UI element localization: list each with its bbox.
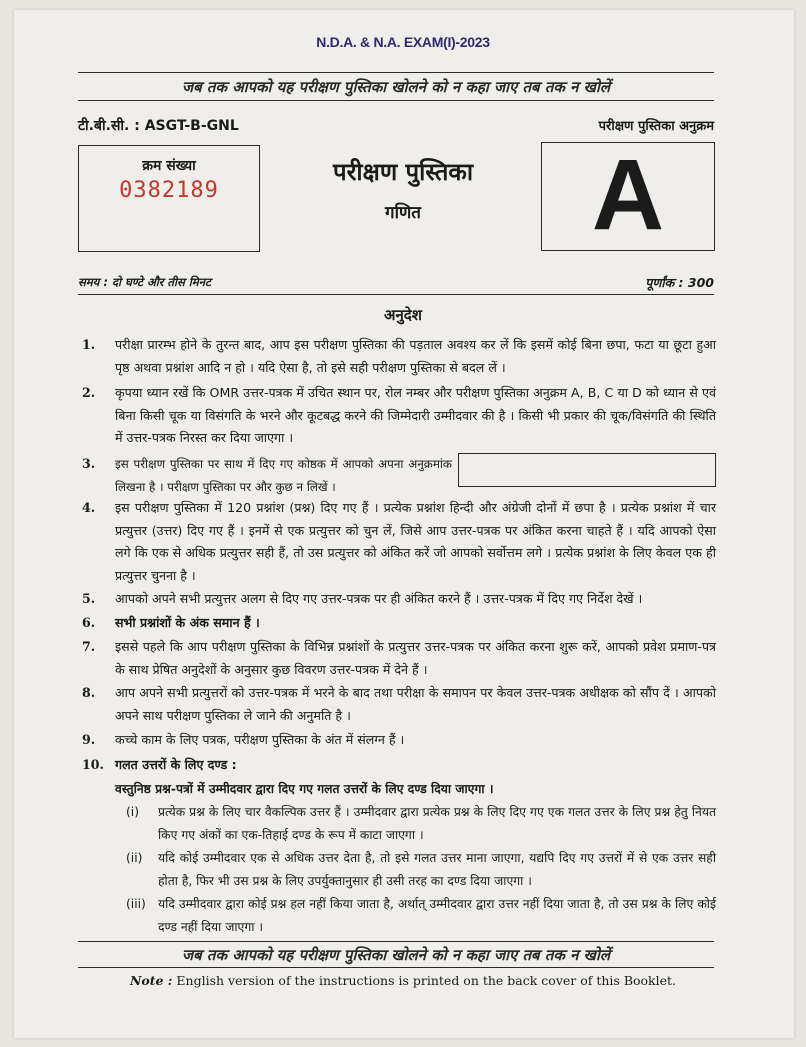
series-letter: A	[591, 139, 665, 251]
instruction-item	[82, 754, 716, 777]
instruction-text: इससे पहले कि आप परीक्षण पुस्तिका के विभिन्न प्रश्नांशों के प्रत्युत्तर उत्तर-पत्रक पर अंकित करना शुरू करें, आपको प्रवेश प्रमाण-पत्र के साथ प्रेषित अनुदेशों के अनुसार कुछ विवरण उत्तर-पत्रक में देने हैं ।	[115, 639, 716, 677]
instruction-number: 9.	[82, 732, 96, 747]
bottom-rule-top	[78, 941, 714, 942]
instruction-text: परीक्षा प्रारम्भ होने के तुरन्त बाद, आप इस परीक्षण पुस्तिका की पड़ताल अवश्य कर लें कि इसमें कोई बिना छपा, फटा या छूटा हुआ पृष्ठ अथवा प्रश्नांश आदि न हो । यदि ऐसा है, तो इसे सही परीक्षण पुस्तिका से बदल लें ।	[115, 337, 716, 375]
warning-bottom: जब तक आपको यह परीक्षण पुस्तिका खोलने को न कहा जाए तब तक न खोलें	[181, 946, 611, 964]
penalty-number: (ii)	[126, 851, 143, 865]
instruction-item	[82, 334, 716, 379]
penalty-number: (i)	[126, 805, 140, 819]
instruction-text: सभी प्रश्नांशों के अंक समान हैं ।	[115, 615, 260, 630]
penalty-number: (iii)	[126, 897, 146, 911]
max-marks: पूर्णांक : 300	[645, 275, 714, 290]
instruction-text: गलत उत्तरों के लिए दण्ड :	[115, 757, 237, 772]
penalty-text: यदि उम्मीदवार द्वारा कोई प्रश्न हल नहीं किया जाता है, अर्थात् उम्मीदवार द्वारा उत्तर नहीं दिया जाता है, तो उस प्रश्न के लिए कोई दण्ड नहीं दिया जाएगा ।	[158, 897, 716, 934]
instruction-text: इस परीक्षण पुस्तिका पर साथ में दिए गए कोष्ठक में आपको अपना अनुक्रमांक लिखना है । परीक्षण पुस्तिका पर और कुछ न लिखें ।	[115, 457, 452, 494]
instruction-item	[82, 588, 716, 611]
instruction-text: आप अपने सभी प्रत्युत्तरों को उत्तर-पत्रक में भरने के बाद तथा परीक्षा के समापन पर केवल उत्तर-पत्रक अधीक्षक को सौंप दें । आपको अपने साथ परीक्षण पुस्तिका ले जाने की अनुमति है ।	[115, 685, 716, 723]
note-text: English version of the instructions is printed on the back cover of this Booklet.	[176, 973, 677, 988]
note	[0, 973, 806, 988]
instruction-number: 7.	[82, 639, 96, 654]
instruction-number: 10.	[82, 757, 104, 772]
penalty-intro-row	[82, 778, 716, 801]
instruction-number: 5.	[82, 591, 96, 606]
instruction-item	[82, 382, 716, 450]
instruction-number: 4.	[82, 500, 96, 515]
instruction-item	[82, 729, 716, 752]
roll-number-box[interactable]	[458, 453, 716, 487]
serial-number: 0382189	[119, 178, 219, 203]
penalty-text: यदि कोई उम्मीदवार एक से अधिक उत्तर देता है, तो इसे गलत उत्तर माना जाएगा, यद्यपि दिए गए उत्तरों में से एक उत्तर सही होता है, फिर भी उस प्रश्न के लिए उपर्युक्तानुसार ही उसी तरह का दण्ड दिया जाएगा ।	[158, 851, 716, 888]
warning-top: जब तक आपको यह परीक्षण पुस्तिका खोलने को न कहा जाए तब तक न खोलें	[181, 78, 611, 96]
instruction-number: 3.	[82, 456, 96, 471]
time-allowed: समय : दो घण्टे और तीस मिनट	[78, 275, 211, 289]
penalty-intro: वस्तुनिष्ठ प्रश्न-पत्रों में उम्मीदवार द्वारा दिए गए गलत उत्तरों के लिए दण्ड दिया जाएगा ।	[115, 782, 494, 796]
instruction-number: 1.	[82, 337, 96, 352]
serial-box	[78, 145, 260, 252]
penalty-item	[118, 801, 716, 846]
instruction-text: आपको अपने सभी प्रत्युत्तर अलग से दिए गए उत्तर-पत्रक पर ही अंकित करने हैं । उत्तर-पत्रक में दिए गए निर्देश देखें ।	[115, 591, 643, 606]
series-box	[541, 139, 715, 251]
sequence-label: परीक्षण पुस्तिका अनुक्रम	[598, 119, 714, 134]
penalty-item	[118, 847, 716, 892]
instruction-text: कच्चे काम के लिए पत्रक, परीक्षण पुस्तिका के अंत में संलग्न हैं ।	[115, 732, 405, 747]
exam-header: N.D.A. & N.A. EXAM(I)-2023	[316, 34, 490, 50]
instruction-text: कृपया ध्यान रखें कि OMR उत्तर-पत्रक में उचित स्थान पर, रोल नम्बर और परीक्षण पुस्तिका अनुक्रम A, B, C या D को ध्यान से एवं बिना किसी चूक या विसंगति के भरने और कूटबद्ध करने की जिम्मेदारी उम्मीदवार की है । किसी भी प्रकार की चूक/विसंगति की स्थिति में उत्तर-पत्रक निरस्त कर दिया जाएगा ।	[115, 385, 716, 445]
instruction-item	[82, 636, 716, 681]
tbc-code: टी.बी.सी. : ASGT-B-GNL	[78, 118, 239, 134]
instruction-item	[82, 612, 716, 635]
instruction-text: इस परीक्षण पुस्तिका में 120 प्रश्नांश (प्रश्न) दिए गए हैं । प्रत्येक प्रश्नांश हिन्दी और अंग्रेजी दोनों में छपा है । प्रत्येक प्रश्नांश में चार प्रत्युत्तर (उत्तर) दिए गए हैं । इनमें से एक प्रत्युत्तर को चुन लें, जिसे आप उत्तर-पत्रक पर अंकित करना चाहते हैं । यदि आपको ऐसा लगे कि एक से अधिक प्रत्युत्तर सही हैं, तो उस प्रत्युत्तर को अंकित करें जो आपको सर्वोत्तम लगे । प्रत्येक प्रश्नांश के लिए केवल एक ही प्रत्युत्तर चुनना है ।	[115, 500, 716, 583]
instructions-heading: अनुदेश	[384, 306, 422, 324]
bottom-rule	[78, 967, 714, 968]
instruction-item	[82, 682, 716, 727]
instruction-item	[82, 453, 452, 498]
serial-label: क्रम संख्या	[142, 158, 196, 174]
instruction-item	[82, 497, 716, 587]
note-label: Note :	[129, 973, 173, 988]
warning-rule	[78, 100, 714, 101]
instruction-number: 8.	[82, 685, 96, 700]
penalty-text: प्रत्येक प्रश्न के लिए चार वैकल्पिक उत्तर हैं । उम्मीदवार द्वारा प्रत्येक प्रश्न के लिए दिए गए एक गलत उत्तर के लिए प्रश्न हेतु नियत किए गए अंकों का एक-तिहाई दण्ड के रूप में काटा जाएगा ।	[158, 805, 716, 842]
instruction-number: 2.	[82, 385, 96, 400]
booklet-title: परीक्षण पुस्तिका	[332, 158, 474, 186]
instruction-number: 6.	[82, 615, 96, 630]
subject: गणित	[385, 203, 421, 223]
info-rule	[78, 294, 714, 295]
top-rule	[78, 72, 714, 73]
penalty-item	[118, 893, 716, 938]
